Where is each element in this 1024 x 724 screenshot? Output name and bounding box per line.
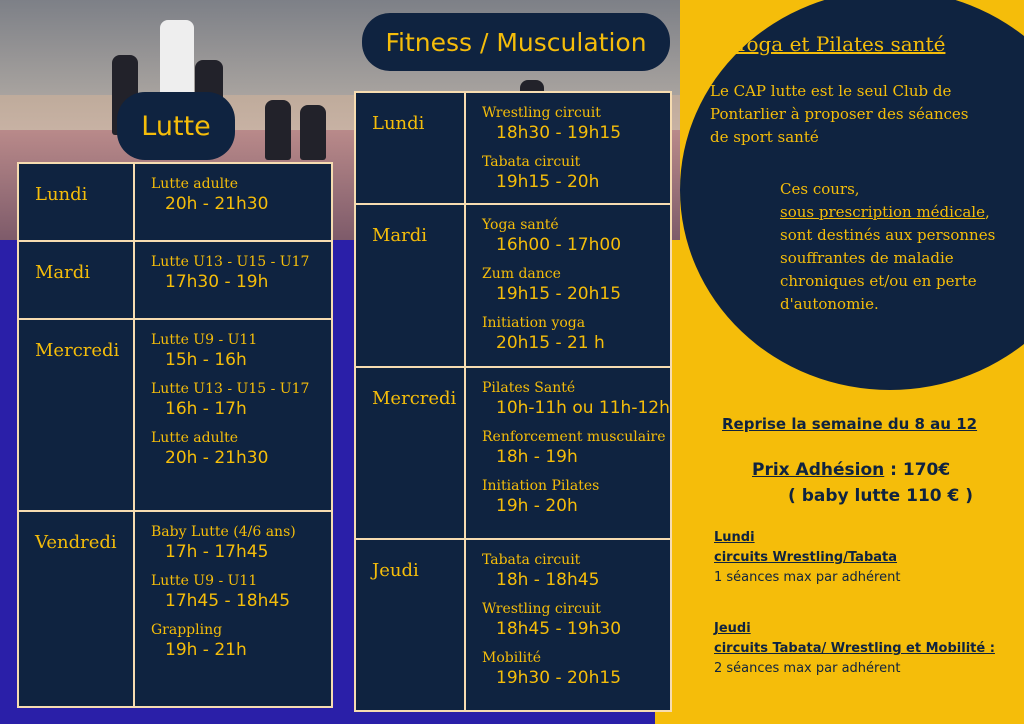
- child-figure: [300, 105, 326, 160]
- activity-label: Lutte U9 - U11: [151, 573, 258, 589]
- table-row: [355, 92, 671, 204]
- activity-time: 19h30 - 20h15: [496, 668, 622, 688]
- fitness-schedule-table: [354, 91, 672, 712]
- activity-cell: [134, 319, 332, 511]
- yoga-intro: Le CAP lutte est le seul Club de Pontarlier à proposer des séances de sport santé: [710, 82, 969, 146]
- activity-label: Tabata circuit: [482, 552, 581, 568]
- activity-cell: [465, 92, 671, 204]
- activity-label: Initiation Pilates: [482, 478, 600, 494]
- activity-cell: [134, 163, 332, 241]
- note-subtitle: circuits Tabata/ Wrestling et Mobilité :: [714, 641, 995, 656]
- activity-label: Renforcement musculaire: [482, 429, 666, 445]
- desc-suffix: , sont destinés aux personnes souffrantes de maladie chroniques et/ou en perte d'autonomie.: [780, 203, 996, 313]
- activity-cell: [134, 511, 332, 707]
- activity-cell: [465, 204, 671, 367]
- activity-cell: [465, 367, 671, 539]
- day-label: Mardi: [18, 241, 134, 319]
- activity-label: Grappling: [151, 622, 223, 638]
- activity-time: 19h - 20h: [496, 496, 578, 516]
- activity-time: 16h - 17h: [165, 399, 247, 419]
- reprise-text: Reprise la semaine du 8 au 12: [722, 415, 978, 433]
- activity-time: 17h30 - 19h: [165, 272, 269, 292]
- fitness-heading: Fitness / Musculation: [362, 13, 670, 71]
- activity-time: 18h45 - 19h30: [496, 619, 622, 639]
- child-figure: [265, 100, 291, 160]
- table-row: [355, 367, 671, 539]
- yoga-title: Yoga et Pilates santé: [735, 32, 946, 56]
- day-label: Jeudi: [355, 539, 465, 711]
- activity-time: 17h - 17h45: [165, 542, 269, 562]
- activity-time: 16h00 - 17h00: [496, 235, 622, 255]
- price-label: Prix Adhésion: [752, 460, 885, 480]
- day-label: Lundi: [355, 92, 465, 204]
- note-text: 1 séances max par adhérent: [714, 570, 901, 585]
- table-row: [355, 204, 671, 367]
- day-label: Mercredi: [18, 319, 134, 511]
- activity-time: 17h45 - 18h45: [165, 591, 291, 611]
- activity-label: Yoga santé: [482, 217, 559, 233]
- activity-time: 18h - 19h: [496, 447, 578, 467]
- lutte-schedule-table: [17, 162, 333, 708]
- yoga-description: [780, 178, 1010, 316]
- price-line: [752, 460, 950, 480]
- note-title: Lundi: [714, 530, 755, 545]
- activity-time: 20h - 21h30: [165, 194, 269, 214]
- table-row: [18, 511, 332, 707]
- jeudi-note: [714, 619, 995, 679]
- activity-time: 18h30 - 19h15: [496, 123, 622, 143]
- activity-label: Wrestling circuit: [482, 601, 601, 617]
- activity-cell: [134, 241, 332, 319]
- price-value: : 170€: [884, 460, 951, 480]
- lundi-note: [714, 528, 900, 588]
- activity-time: 18h - 18h45: [496, 570, 600, 590]
- table-row: [355, 539, 671, 711]
- baby-price: ( baby lutte 110 € ): [788, 486, 974, 506]
- activity-label: Zum dance: [482, 266, 561, 282]
- activity-time: 15h - 16h: [165, 350, 247, 370]
- note-text: 2 séances max par adhérent: [714, 661, 901, 676]
- note-title: Jeudi: [714, 621, 751, 636]
- activity-label: Lutte U13 - U15 - U17: [151, 381, 310, 397]
- table-row: [18, 319, 332, 511]
- activity-time: 20h - 21h30: [165, 448, 269, 468]
- day-label: Lundi: [18, 163, 134, 241]
- note-subtitle: circuits Wrestling/Tabata: [714, 550, 898, 565]
- activity-time: 19h15 - 20h: [496, 172, 600, 192]
- activity-label: Wrestling circuit: [482, 105, 601, 121]
- activity-time: 10h-11h ou 11h-12h: [496, 398, 670, 418]
- activity-label: Lutte U9 - U11: [151, 332, 258, 348]
- desc-prefix: Ces cours,: [780, 180, 860, 198]
- day-label: Vendredi: [18, 511, 134, 707]
- activity-label: Tabata circuit: [482, 154, 581, 170]
- activity-label: Pilates Santé: [482, 380, 576, 396]
- lutte-heading: Lutte: [117, 92, 235, 160]
- activity-time: 19h - 21h: [165, 640, 247, 660]
- activity-label: Baby Lutte (4/6 ans): [151, 524, 296, 540]
- activity-cell: [465, 539, 671, 711]
- activity-time: 19h15 - 20h15: [496, 284, 622, 304]
- day-label: Mardi: [355, 204, 465, 367]
- prescription-text: sous prescription médicale: [780, 203, 985, 221]
- activity-label: Lutte U13 - U15 - U17: [151, 254, 310, 270]
- table-row: [18, 241, 332, 319]
- activity-label: Initiation yoga: [482, 315, 586, 331]
- table-row: [18, 163, 332, 241]
- activity-time: 20h15 - 21 h: [496, 333, 605, 353]
- day-label: Mercredi: [355, 367, 465, 539]
- activity-label: Mobilité: [482, 650, 542, 666]
- activity-label: Lutte adulte: [151, 176, 239, 192]
- activity-label: Lutte adulte: [151, 430, 239, 446]
